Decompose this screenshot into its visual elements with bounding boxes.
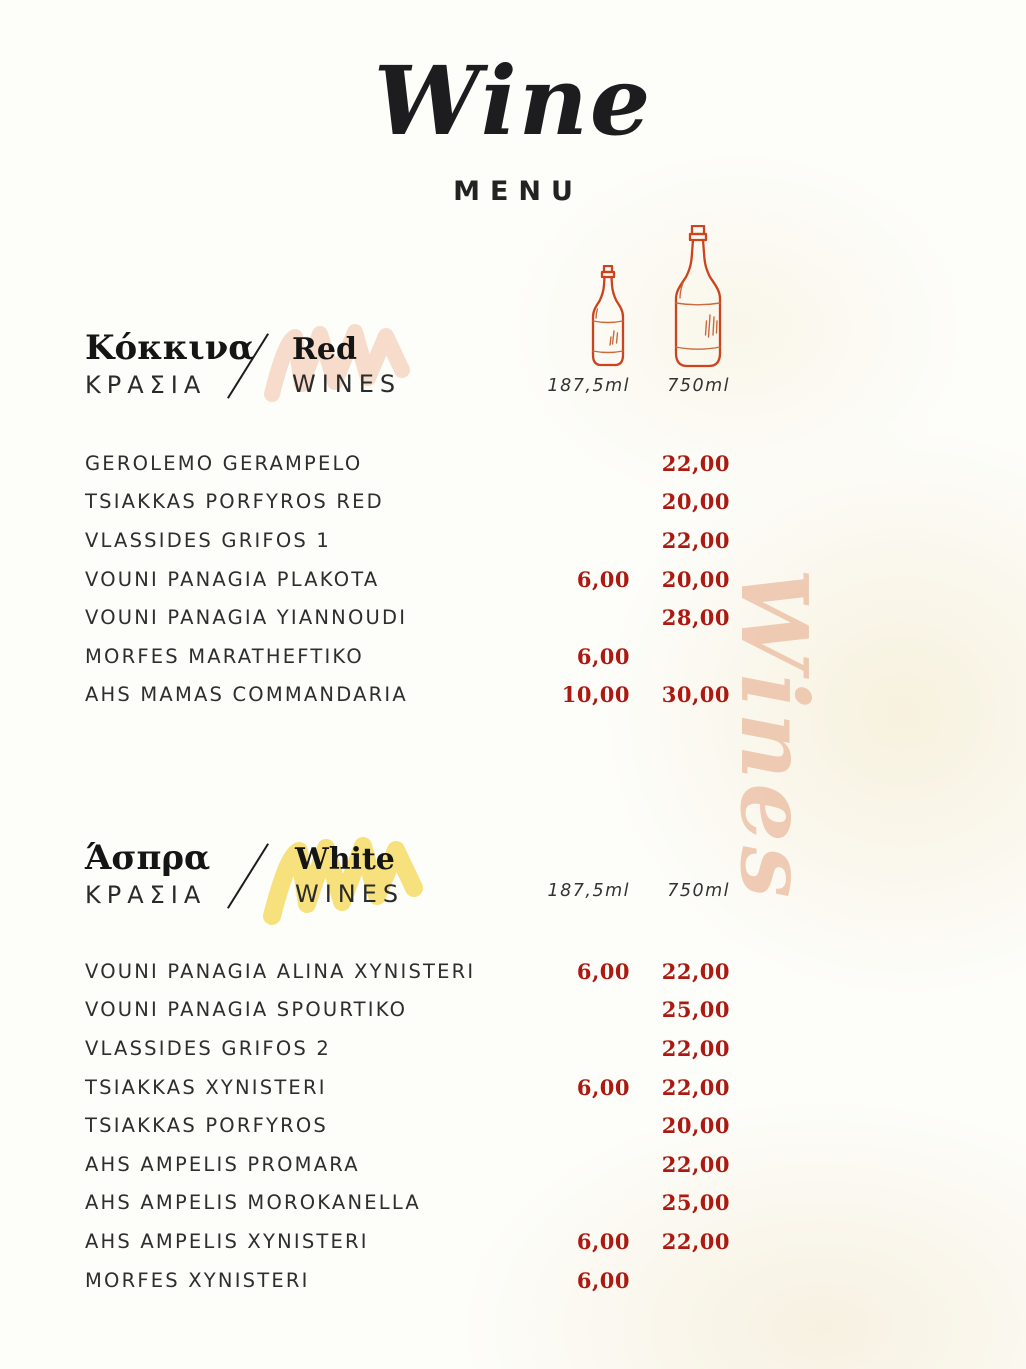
- wine-name: MORFES MARATHEFTIKO: [85, 644, 364, 668]
- price-large: 22,00: [661, 1228, 730, 1254]
- wine-name: VOUNI PANAGIA ALINA XYNISTERI: [85, 959, 476, 983]
- section-red-greek-title: Κόκκινα: [85, 328, 255, 368]
- size-label-small: 187,5ml: [547, 881, 630, 901]
- price-large: 22,00: [661, 1074, 730, 1100]
- wine-row: [85, 521, 730, 560]
- wine-name: VLASSIDES GRIFOS 1: [85, 528, 331, 552]
- wine-name: TSIAKKAS PORFYROS: [85, 1114, 328, 1138]
- wine-row: [85, 1106, 730, 1145]
- wine-row: [85, 483, 730, 522]
- price-small: 6,00: [576, 1267, 630, 1293]
- section-red-title: Red: [292, 332, 357, 367]
- wine-row: [85, 560, 730, 599]
- section-red-greek-subtitle: ΚΡΑΣΙΑ: [85, 371, 207, 400]
- price-large: 20,00: [661, 489, 730, 515]
- price-large: 20,00: [661, 1113, 730, 1139]
- page-title: Wine: [373, 46, 653, 157]
- wine-row: [85, 676, 730, 715]
- wine-row: [85, 1222, 730, 1261]
- wines-watermark: Wines: [720, 568, 828, 902]
- size-label-large: 750ml: [667, 376, 730, 396]
- white-wines-list: [85, 952, 730, 1299]
- price-small: 6,00: [576, 1228, 630, 1254]
- wine-name: MORFES XYNISTERI: [85, 1268, 310, 1292]
- price-small: 6,00: [576, 643, 630, 669]
- price-large: 22,00: [661, 958, 730, 984]
- wine-row: [85, 1068, 730, 1107]
- wine-name: AHS AMPELIS XYNISTERI: [85, 1229, 369, 1253]
- small-bottle-icon: [591, 265, 625, 375]
- large-bottle-icon: [673, 225, 723, 377]
- price-large: 22,00: [661, 1151, 730, 1177]
- price-large: 28,00: [661, 605, 730, 631]
- wine-name: VOUNI PANAGIA PLAKOTA: [85, 567, 380, 591]
- section-red-english-heading: [292, 333, 401, 397]
- wine-row: [85, 444, 730, 483]
- wine-name: VOUNI PANAGIA SPOURTIKO: [85, 998, 408, 1022]
- price-large: 22,00: [661, 527, 730, 553]
- page-subtitle: MENU: [453, 176, 583, 207]
- section-white-subtitle: WINES: [295, 880, 405, 908]
- wine-row: [85, 952, 730, 991]
- red-wines-list: [85, 444, 730, 714]
- wine-name: AHS AMPELIS PROMARA: [85, 1152, 360, 1176]
- wine-name: GEROLEMO GERAMPELO: [85, 451, 363, 475]
- price-large: 30,00: [661, 682, 730, 708]
- price-large: 22,00: [661, 1035, 730, 1061]
- price-large: 25,00: [661, 1190, 730, 1216]
- wine-name: VLASSIDES GRIFOS 2: [85, 1036, 331, 1060]
- price-small: 6,00: [576, 1074, 630, 1100]
- wine-row: [85, 991, 730, 1030]
- wine-name: VOUNI PANAGIA YIANNOUDI: [85, 606, 408, 630]
- price-small: 6,00: [576, 566, 630, 592]
- section-red-greek-heading: [85, 330, 254, 399]
- wine-row: [85, 1145, 730, 1184]
- size-label-large: 750ml: [667, 881, 730, 901]
- section-white-greek-title: Άσπρα: [85, 838, 211, 878]
- section-white-title: White: [295, 842, 395, 877]
- wine-row: [85, 1261, 730, 1300]
- price-small: 6,00: [576, 958, 630, 984]
- wine-name: AHS AMPELIS MOROKANELLA: [85, 1191, 421, 1215]
- wine-row: [85, 1029, 730, 1068]
- wine-name: AHS MAMAS COMMANDARIA: [85, 683, 408, 707]
- size-label-small: 187,5ml: [547, 376, 630, 396]
- price-large: 22,00: [661, 450, 730, 476]
- wine-row: [85, 1184, 730, 1223]
- section-white-english-heading: [295, 843, 404, 907]
- wine-name: TSIAKKAS PORFYROS RED: [85, 490, 384, 514]
- price-large: 25,00: [661, 997, 730, 1023]
- wine-row: [85, 637, 730, 676]
- section-white-greek-heading: [85, 840, 210, 909]
- price-small: 10,00: [561, 682, 630, 708]
- section-white-greek-subtitle: ΚΡΑΣΙΑ: [85, 881, 207, 910]
- wine-row: [85, 598, 730, 637]
- wine-name: TSIAKKAS XYNISTERI: [85, 1075, 327, 1099]
- section-red-subtitle: WINES: [292, 370, 402, 398]
- price-large: 20,00: [661, 566, 730, 592]
